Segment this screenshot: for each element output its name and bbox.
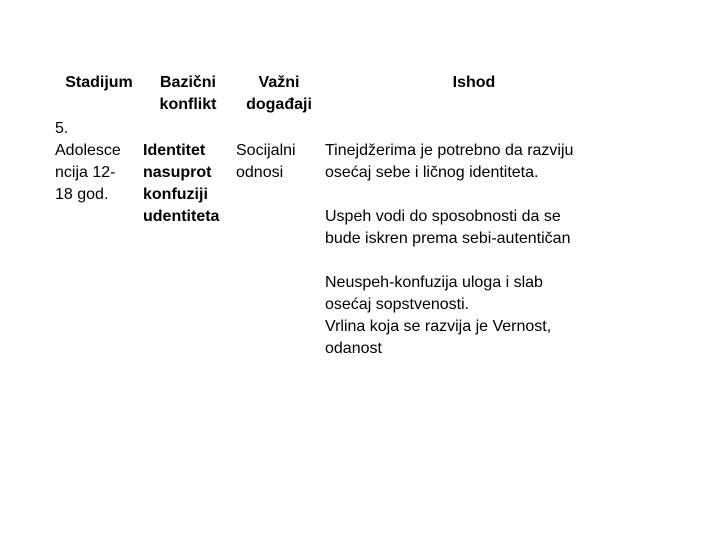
header-vazni-dogadjaji: Važni događaji [246,74,312,113]
header-stadijum: Stadijum [65,74,133,91]
cell-vazni-dogadjaji: Socijalni odnosi [236,142,296,181]
cell-stadijum: 5. Adolesce ncija 12- 18 god. [55,120,121,203]
header-bazicni-konflikt: Bazični konflikt [159,74,217,113]
cell-ishod: Tinejdžerima je potrebno da razviju osećaj sebe i ličnog identiteta. Uspeh vodi do sposobnosti da se bude iskren prema sebi-autentičan Neuspeh-konfuzija uloga i slab osećaj sopstvenosti. Vrlina koja se razvija je Vernost, odanost [325,142,574,357]
cell-bazicni-konflikt: Identitet nasuprot konfuziji udentiteta [143,142,220,225]
header-ishod: Ishod [452,74,496,91]
